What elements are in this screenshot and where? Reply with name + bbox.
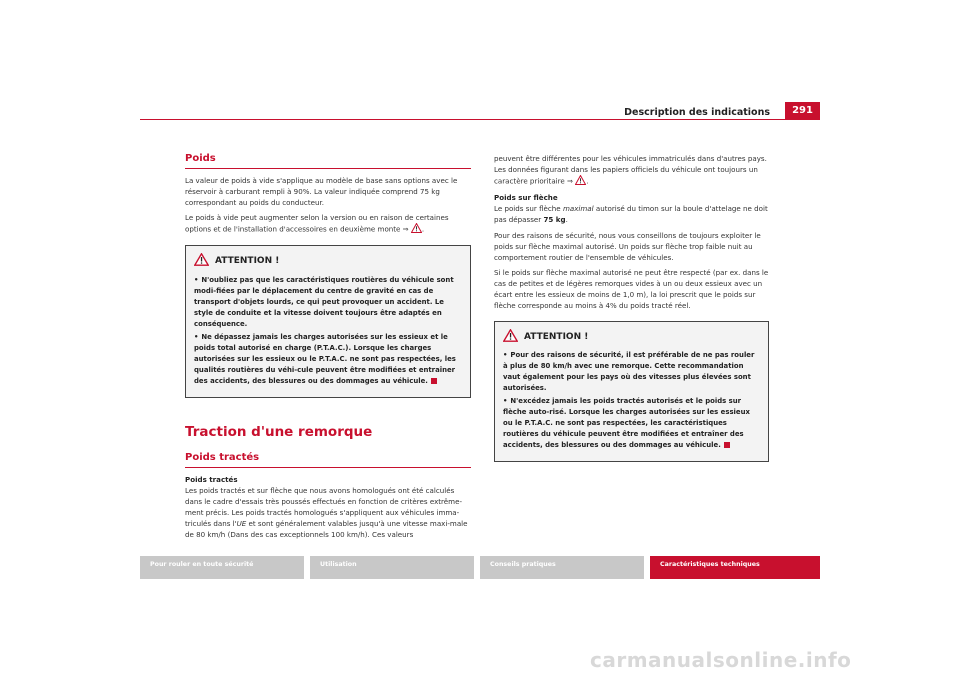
warning-item bbox=[194, 332, 462, 387]
paragraph: peuvent être différentes pour les véhicules immatriculés dans d'autres pays. Les données figurant dans les papiers officiels du véhicule ont toujours un caractère prioritaire ⇒ . bbox=[494, 153, 769, 188]
warning-item-text: Ne dépassez jamais les charges autorisées sur les essieux et le poids total autorisé en charge (P.T.A.C.). Lorsque les charges autorisées sur les essieux ou le P.T.A.C. ne sont pas respectées, les qualités routières du véhi-cule peuvent être modifiées et entraîner des accidents, des blessures ou des dommages au véhicule. bbox=[194, 332, 456, 385]
paragraph: Le poids sur flèche maximal autorisé du timon sur la boule d'attelage ne doit pas dépasser 75 kg. bbox=[494, 204, 768, 225]
bold-value: 75 kg bbox=[543, 215, 566, 225]
warning-item-text: N'oubliez pas que les caractéristiques routières du véhicule sont modi-fiées par le déplacement du centre de gravité en cas de transport d'objets lourds, ce qui peut provoquer un accident. Le style de conduite et la vitesse doivent toujours être adaptés en conséquence. bbox=[194, 275, 454, 328]
italic-term: UE bbox=[236, 518, 247, 528]
warning-box bbox=[494, 321, 769, 462]
warning-item bbox=[503, 350, 760, 394]
page-number-badge: 291 bbox=[785, 102, 820, 119]
footer-tab-securite[interactable]: Pour rouler en toute sécurité bbox=[140, 556, 304, 579]
warning-title: ATTENTION ! bbox=[215, 255, 280, 266]
end-marker-icon bbox=[431, 378, 437, 384]
warning-triangle-icon bbox=[503, 329, 518, 345]
bullet-icon: • bbox=[194, 275, 199, 284]
paragraph: Le poids à vide peut augmenter selon la version ou en raison de certaines options et de l'installation d'accessoires en deuxième monte ⇒ . bbox=[185, 212, 471, 236]
warning-box bbox=[185, 245, 471, 397]
warning-ref-icon bbox=[575, 175, 586, 188]
paragraph-text: Le poids à vide peut augmenter selon la version ou en raison de certaines options et de l'installation d'accessoires en deuxième monte ⇒ bbox=[185, 213, 449, 234]
warning-item bbox=[194, 275, 462, 330]
section-title-poids: Poids bbox=[185, 153, 471, 169]
paragraph-text: Le poids sur flèche bbox=[494, 204, 563, 214]
bullet-icon: • bbox=[194, 332, 199, 341]
italic-term: maximal bbox=[562, 204, 594, 214]
paragraph-text: Les poids tractés et sur flèche que nous avons homologués ont été calculés dans le cadre d'essais très poussés effectués en fonction de critères extrême-ment précis. Les poids tractés homologués s'appliquent aux véhicules imma-triculés dans l' bbox=[185, 485, 463, 528]
chapter-title: Traction d'une remorque bbox=[185, 423, 373, 440]
paragraph: Pour des raisons de sécurité, nous vous conseillons de toujours exploiter le poids sur flèche maximal autorisé. Un poids sur flèche trop faible nuit au comportement routier de l'ensemble de véhicules. bbox=[494, 230, 761, 262]
page-header-title: Description des indications bbox=[624, 107, 770, 118]
paragraph: Si le poids sur flèche maximal autorisé ne peut être respecté (par ex. dans le cas de petites et de légères remorques vides à un ou deux essieux avec un écart entre les essieux de moins de 1,0 m), la loi prescrit que le poids sur flèche corresponde au moins à 4% du poids tracté réel. bbox=[494, 267, 769, 311]
left-column bbox=[185, 153, 471, 544]
warning-item-text: N'excédez jamais les poids tractés autorisés et le poids sur flèche auto-risé. Lorsque les charges autorisées sur les essieux ou le P.T.A.C. ne sont pas respectées, les caractéristiques routières du véhicule peuvent être modifiées et entraîner des accidents, des blessures ou des dommages au véhicule. bbox=[503, 397, 750, 450]
bullet-icon: • bbox=[503, 351, 508, 360]
paragraph bbox=[185, 485, 471, 540]
sub-heading: Poids sur flèche bbox=[494, 193, 558, 203]
header-rule bbox=[140, 119, 820, 120]
footer-tab-utilisation[interactable]: Utilisation bbox=[310, 556, 474, 579]
paragraph-text: peuvent être différentes pour les véhicules immatriculés dans d'autres pays. Les données figurant dans les papiers officiels du véhicule ont toujours un caractère prioritaire ⇒ bbox=[494, 154, 767, 186]
paragraph-text: et sont généralement valables jusqu'à une vitesse maxi-male de 80 km/h (Dans des cas exceptionnels 100 km/h). Ces valeurs bbox=[185, 518, 468, 540]
bullet-icon: • bbox=[503, 397, 508, 406]
subsection-title: Poids tractés bbox=[185, 452, 471, 468]
warning-title: ATTENTION ! bbox=[524, 331, 589, 342]
warning-triangle-icon bbox=[194, 253, 209, 269]
paragraph-text: autorisé du timon sur la boule d'attelage ne doit pas dépasser bbox=[494, 204, 768, 225]
footer-tab-caracteristiques[interactable]: Caractéristiques techniques bbox=[650, 556, 820, 579]
end-marker-icon bbox=[724, 442, 730, 448]
warning-item bbox=[503, 396, 760, 451]
watermark: carmanualsonline.info bbox=[590, 648, 852, 672]
right-column bbox=[494, 153, 769, 472]
sub-heading: Poids tractés bbox=[185, 474, 238, 484]
warning-ref-icon bbox=[411, 223, 422, 236]
warning-item-text: Pour des raisons de sécurité, il est préférable de ne pas rouler à plus de 80 km/h avec une remorque. Cette recommandation vaut également pour les pays où des vitesses plus élevées sont autorisées. bbox=[503, 351, 755, 393]
paragraph: La valeur de poids à vide s'applique au modèle de base sans options avec le réservoir à carburant rempli à 90%. La valeur indiquée comprend 75 kg correspondant au poids du conducteur. bbox=[185, 176, 458, 208]
footer-tab-conseils[interactable]: Conseils pratiques bbox=[480, 556, 644, 579]
